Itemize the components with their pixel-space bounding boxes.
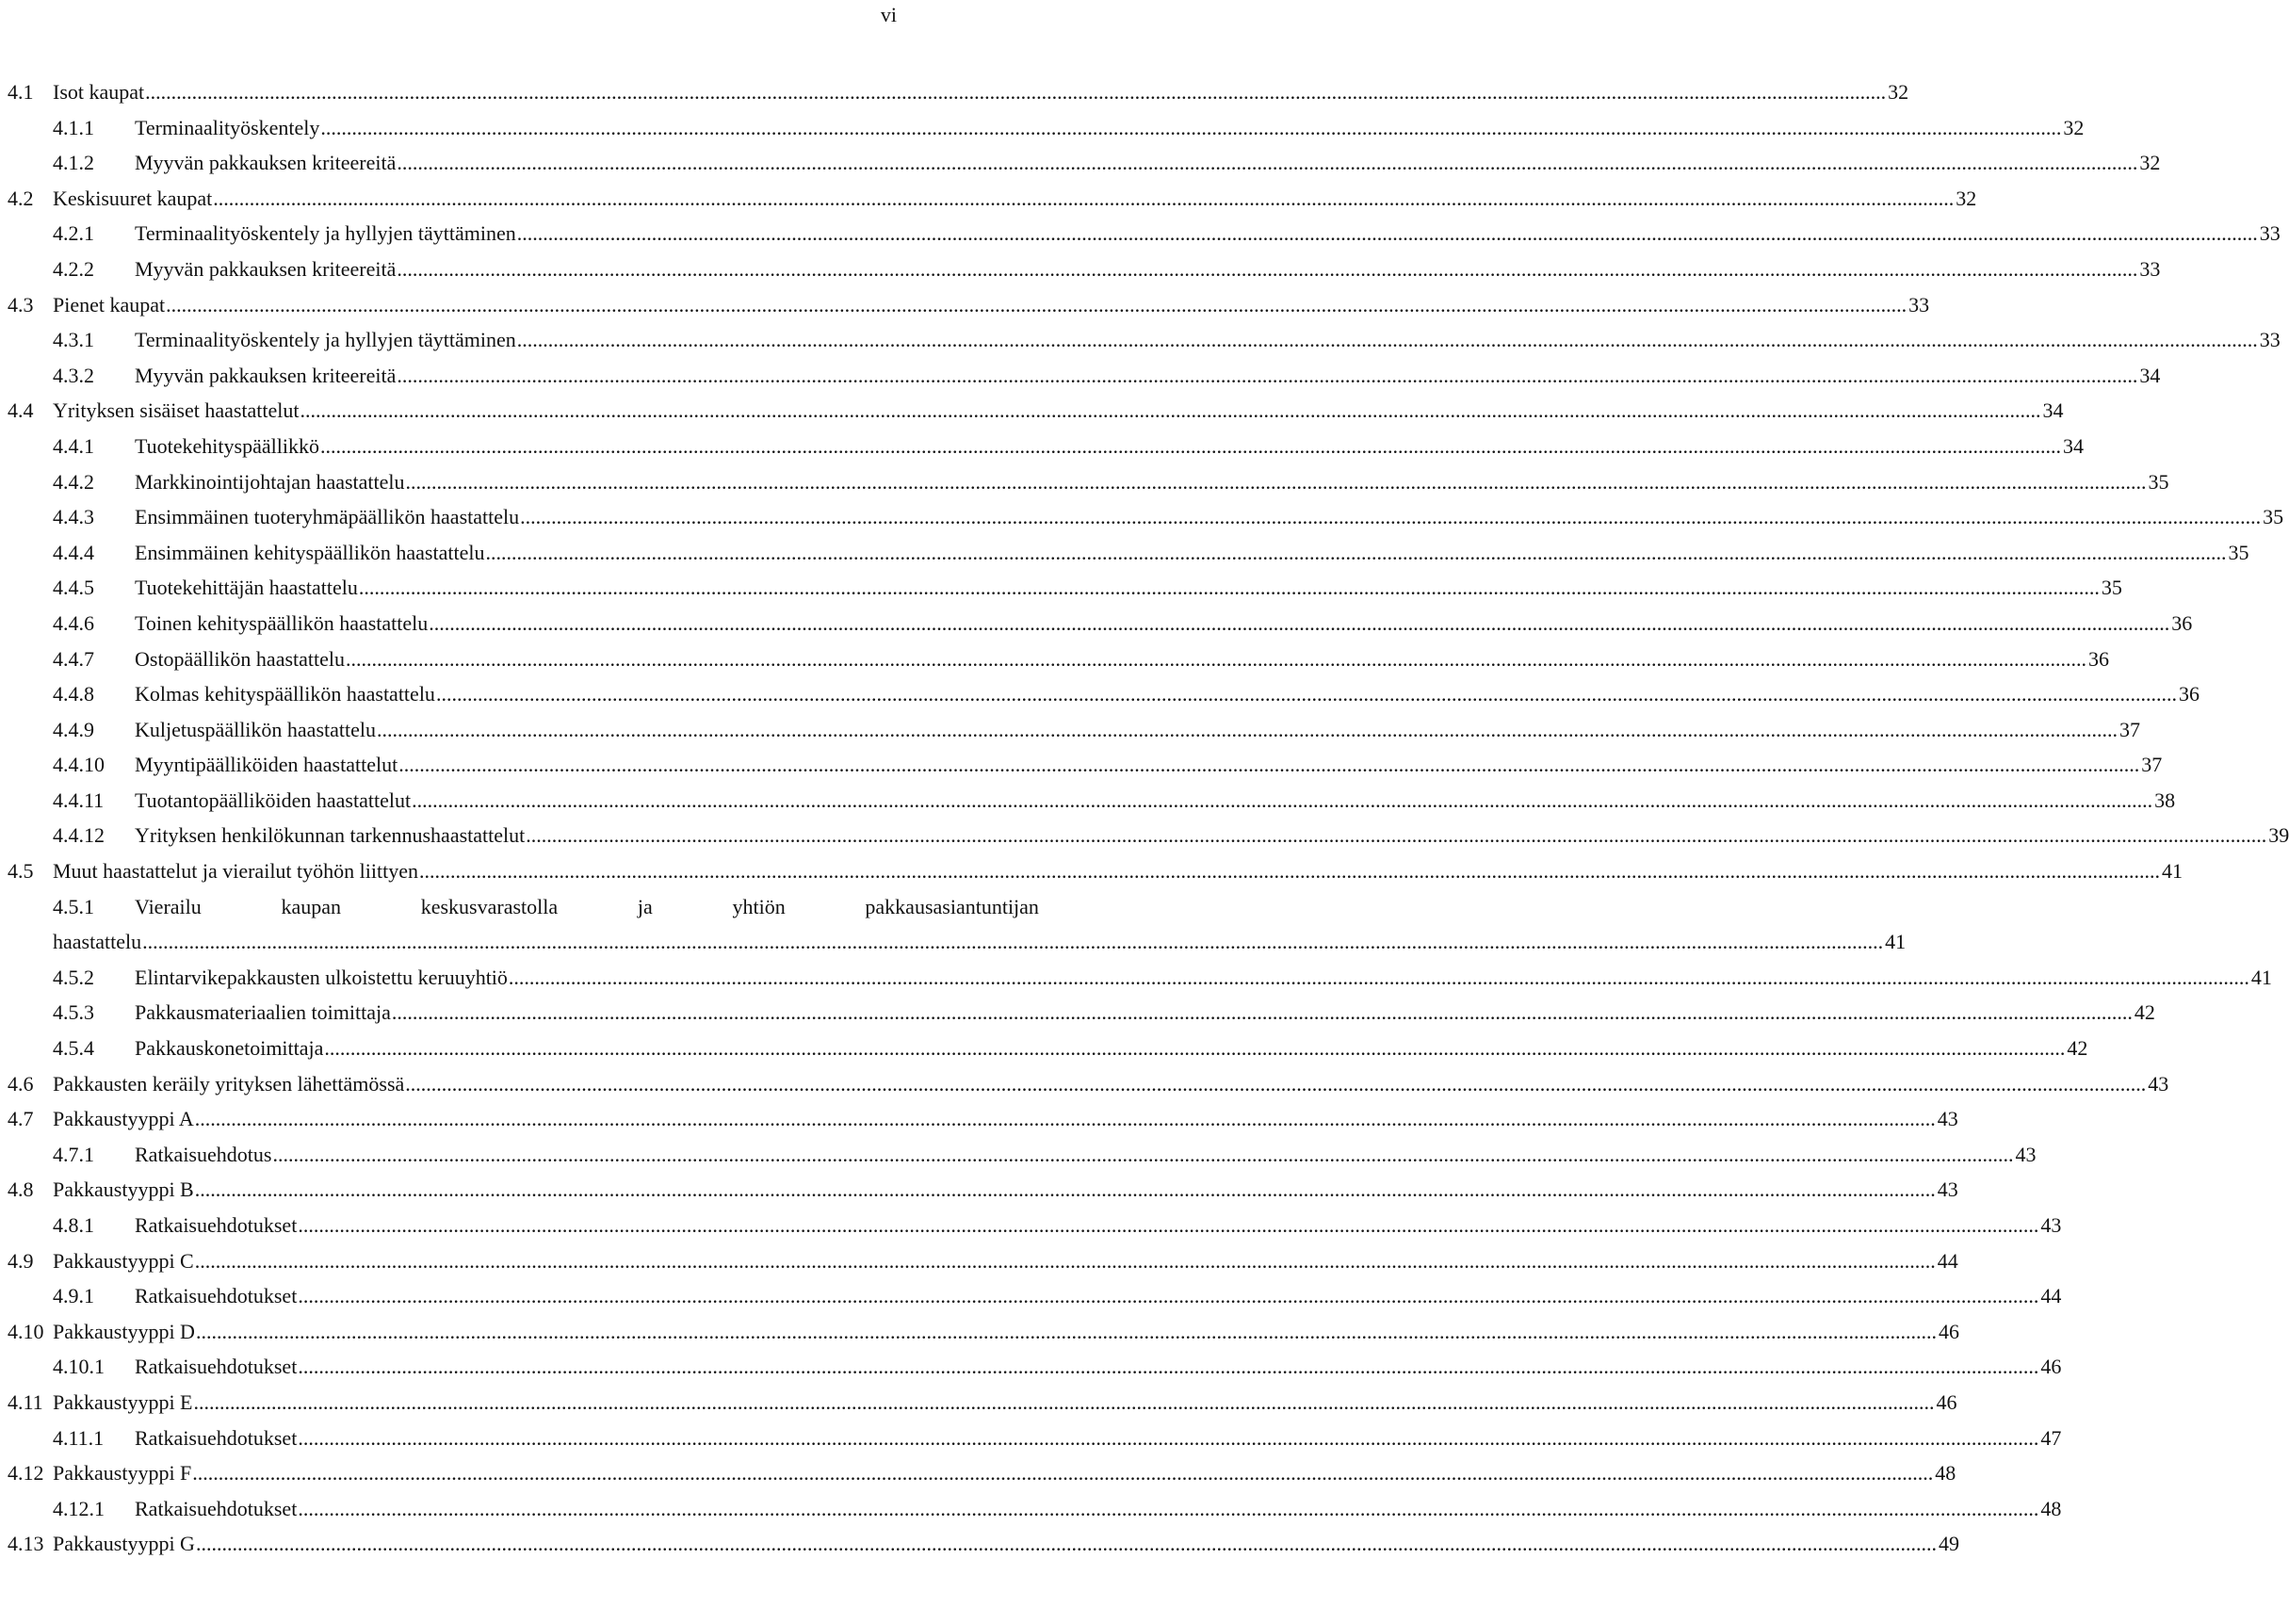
dot-leader (520, 499, 2261, 535)
toc-entry-number: 4.4.1 (53, 433, 94, 458)
toc-entry-title: Elintarvikepakkausten ulkoistettu keruuyhtiö (135, 965, 508, 989)
toc-entry-page: 42 (2134, 1000, 2155, 1025)
toc-entry-page: 32 (2139, 151, 2161, 175)
toc-entry-number: 4.3.1 (53, 328, 94, 352)
toc-entry-title: Terminaalityöskentely (135, 115, 320, 139)
dot-leader (300, 393, 2041, 429)
dot-leader (195, 1172, 1936, 1208)
toc-entry-number: 4.4.5 (53, 576, 94, 600)
toc-entry[interactable] (0, 1031, 2088, 1066)
dot-leader (485, 535, 2226, 571)
dot-leader (412, 783, 2152, 819)
toc-entry-number: 4.5.2 (53, 965, 94, 989)
dot-leader (509, 960, 2249, 996)
toc-entry[interactable] (0, 429, 2084, 464)
toc-entry-page: 43 (2015, 1142, 2037, 1166)
toc-entry-number: 4.4.10 (53, 753, 105, 777)
toc-entry[interactable] (0, 464, 2169, 500)
toc-entry-number: 4.4.4 (53, 540, 94, 564)
dot-leader (346, 641, 2086, 677)
toc-entry[interactable] (0, 1101, 1958, 1137)
toc-entry-title: Markkinointijohtajan haastattelu (135, 469, 405, 494)
dot-leader (213, 181, 1954, 217)
table-of-contents (0, 74, 2289, 1562)
toc-entry-page: 43 (1937, 1177, 1958, 1202)
toc-entry-page: 49 (1938, 1532, 1959, 1556)
toc-entry-title: Ratkaisuehdotukset (135, 1425, 298, 1450)
toc-entry-number: 4.2.1 (53, 221, 94, 246)
dot-leader (298, 1349, 2038, 1385)
toc-entry-title: Pakkaustyyppi G (53, 1532, 195, 1556)
toc-entry-number: 4.4.12 (53, 823, 105, 848)
toc-entry[interactable] (0, 1137, 2037, 1173)
toc-entry-title: Pienet kaupat (53, 292, 166, 317)
dot-leader (192, 1455, 1933, 1491)
toc-entry-title: Yrityksen henkilökunnan tarkennushaastattelut (135, 823, 526, 848)
toc-entry[interactable] (0, 1421, 2062, 1456)
toc-entry-number: 4.4.2 (53, 469, 94, 494)
toc-entry-page: 33 (2259, 328, 2281, 352)
toc-entry[interactable] (0, 1172, 1958, 1208)
toc-entry-number: 4.4.9 (53, 717, 94, 741)
dot-leader (377, 712, 2118, 748)
toc-entry[interactable] (0, 1066, 2169, 1102)
toc-entry-title: Keskisuuret kaupat (53, 186, 213, 210)
toc-entry-page: 41 (2161, 859, 2183, 884)
toc-entry-page: 48 (2040, 1496, 2062, 1520)
toc-entry-number: 4.1 (8, 80, 34, 104)
toc-entry[interactable] (0, 1526, 1959, 1562)
toc-entry-number: 4.1.2 (53, 151, 94, 175)
toc-entry-title: Ratkaisuehdotukset (135, 1496, 298, 1520)
dot-leader (145, 74, 1886, 110)
toc-entry-title: Ensimmäinen kehityspäällikön haastattelu (135, 540, 485, 564)
toc-entry-title: Tuotekehittäjän haastattelu (135, 576, 358, 600)
toc-entry[interactable] (0, 1385, 1957, 1421)
toc-entry[interactable] (0, 145, 2161, 181)
toc-entry-title: Ostopäällikön haastattelu (135, 646, 345, 671)
toc-entry-title: Pakkausmateriaalien toimittaja (135, 1000, 391, 1025)
toc-entry-page: 39 (2268, 823, 2289, 848)
dot-leader (320, 110, 2061, 146)
toc-entry-number: 4.5 (8, 859, 34, 884)
toc-entry[interactable] (0, 853, 2183, 889)
toc-entry-continuation[interactable] (0, 924, 1907, 960)
toc-entry-number: 4.2.2 (53, 256, 94, 281)
toc-entry[interactable] (0, 1491, 2062, 1527)
dot-leader (272, 1137, 2013, 1173)
dot-leader (398, 747, 2139, 783)
toc-entry-page: 33 (2259, 221, 2281, 246)
toc-entry-title: haastattelu (53, 930, 142, 954)
toc-entry[interactable] (0, 1278, 2062, 1314)
toc-entry[interactable] (0, 1243, 1958, 1279)
dot-leader (517, 322, 2258, 358)
toc-entry-page: 37 (2119, 717, 2140, 741)
toc-entry-number: 4.12 (8, 1461, 44, 1486)
toc-entry-page: 34 (2042, 398, 2064, 423)
toc-entry-number: 4.9.1 (53, 1284, 94, 1308)
toc-entry-page: 47 (2040, 1425, 2062, 1450)
toc-entry-title: Kuljetuspäällikön haastattelu (135, 717, 376, 741)
toc-entry-title: Pakkaustyyppi F (53, 1461, 192, 1486)
toc-entry-number: 4.4.8 (53, 682, 94, 706)
dot-leader (406, 464, 2147, 500)
toc-entry-title: Myyvän pakkauksen kriteereitä (135, 151, 397, 175)
toc-entry-page: 35 (2228, 540, 2249, 564)
toc-entry-page: 34 (2139, 363, 2161, 387)
toc-entry-number: 4.5.4 (53, 1036, 94, 1061)
toc-entry-number: 4.4.3 (53, 505, 94, 529)
dot-leader (397, 252, 2137, 287)
toc-entry-title: Isot kaupat (53, 80, 145, 104)
toc-entry-number: 4.4 (8, 398, 34, 423)
toc-entry-page: 46 (1938, 1319, 1959, 1343)
toc-entry[interactable] (0, 641, 2109, 677)
toc-entry-title: Myyvän pakkauksen kriteereitä (135, 363, 397, 387)
toc-entry[interactable] (0, 393, 2064, 429)
dot-leader (320, 429, 2061, 464)
dot-leader (526, 818, 2266, 853)
dot-leader (419, 853, 2160, 889)
toc-entry-title: Pakkaustyyppi E (53, 1389, 193, 1414)
toc-entry-number: 4.4.11 (53, 788, 105, 812)
toc-entry-title-word: kaupan (281, 894, 342, 918)
toc-entry-number: 4.3 (8, 292, 34, 317)
dot-leader (298, 1278, 2038, 1314)
toc-entry-title: Myyntipäälliköiden haastattelut (135, 753, 398, 777)
toc-entry-number: 4.10 (8, 1319, 44, 1343)
dot-leader (397, 358, 2137, 394)
toc-entry-title: Pakkausten keräily yrityksen lähettämössä (53, 1071, 405, 1096)
dot-leader (196, 1526, 1937, 1562)
toc-entry-number: 4.6 (8, 1071, 34, 1096)
toc-entry-title: Terminaalityöskentely ja hyllyjen täyttäminen (135, 328, 516, 352)
toc-entry[interactable] (0, 287, 1930, 323)
toc-entry-number: 4.11.1 (53, 1425, 105, 1450)
toc-entry-page: 36 (2088, 646, 2109, 671)
toc-entry[interactable] (0, 1314, 1959, 1350)
toc-entry-title: Pakkaustyyppi D (53, 1319, 195, 1343)
toc-entry-title: Ensimmäinen tuoteryhmäpäällikön haastattelu (135, 505, 520, 529)
dot-leader (392, 995, 2133, 1031)
dot-leader (405, 1066, 2146, 1102)
toc-entry-page: 43 (1937, 1107, 1958, 1131)
dot-leader (166, 287, 1907, 323)
dot-leader (436, 676, 2177, 712)
toc-entry-title: Pakkaustyyppi A (53, 1107, 194, 1131)
toc-entry[interactable] (0, 1349, 2062, 1385)
dot-leader (195, 1101, 1936, 1137)
toc-entry[interactable] (0, 783, 2176, 819)
toc-entry-page: 32 (1888, 80, 1909, 104)
toc-entry-title: Yrityksen sisäiset haastattelut (53, 398, 300, 423)
toc-entry-page: 35 (2148, 469, 2169, 494)
toc-entry-number: 4.2 (8, 186, 34, 210)
toc-entry-title-word: keskusvarastolla (420, 894, 559, 918)
toc-entry[interactable] (0, 606, 2193, 641)
dot-leader (298, 1491, 2038, 1527)
toc-entry[interactable] (0, 1208, 2062, 1243)
toc-entry[interactable] (0, 74, 1909, 110)
toc-entry[interactable] (0, 570, 2122, 606)
toc-entry[interactable] (0, 322, 2281, 358)
toc-entry-title: Tuotantopäälliköiden haastattelut (135, 788, 412, 812)
toc-entry-page: 38 (2154, 788, 2176, 812)
dot-leader (359, 570, 2100, 606)
toc-entry[interactable] (0, 252, 2161, 287)
toc-entry[interactable] (0, 358, 2161, 394)
toc-entry-page: 34 (2062, 433, 2084, 458)
toc-entry-number: 4.5.1 (53, 894, 94, 918)
toc-entry-number: 4.5.3 (53, 1000, 94, 1025)
toc-entry-number: 4.13 (8, 1532, 44, 1556)
toc-entry-number: 4.10.1 (53, 1355, 105, 1379)
toc-entry[interactable] (0, 960, 2272, 996)
toc-entry[interactable] (0, 181, 1977, 217)
toc-entry-title: Muut haastattelut ja vierailut työhön liittyen (53, 859, 418, 884)
page-number: vi (880, 3, 897, 26)
toc-entry-title: Pakkauskonetoimittaja (135, 1036, 324, 1061)
toc-entry-title: Pakkaustyyppi B (53, 1177, 194, 1202)
toc-entry[interactable] (0, 995, 2155, 1031)
toc-entry-page: 43 (2040, 1213, 2062, 1237)
toc-entry-title: Pakkaustyyppi C (53, 1248, 194, 1273)
toc-entry[interactable] (0, 110, 2085, 146)
toc-entry-title: Myyvän pakkauksen kriteereitä (135, 256, 397, 281)
toc-entry-title (135, 889, 1039, 925)
toc-entry-title: Toinen kehityspäällikön haastattelu (135, 610, 429, 635)
toc-entry-page: 36 (2171, 610, 2193, 635)
toc-entry-page: 48 (1935, 1461, 1956, 1486)
toc-entry-page: 46 (2040, 1355, 2062, 1379)
toc-entry-page: 35 (2263, 505, 2284, 529)
toc-entry-page: 41 (1885, 930, 1907, 954)
toc-entry-page: 33 (1908, 292, 1930, 317)
toc-entry-title-word: yhtiön (732, 894, 786, 918)
toc-entry-title: Ratkaisuehdotukset (135, 1355, 298, 1379)
toc-entry-page: 32 (2063, 115, 2085, 139)
dot-leader (397, 145, 2137, 181)
toc-entry-title: Ratkaisuehdotukset (135, 1284, 298, 1308)
dot-leader (298, 1421, 2038, 1456)
dot-leader (196, 1314, 1937, 1350)
toc-entry-number: 4.9 (8, 1248, 34, 1273)
toc-entry-title: Ratkaisuehdotus (135, 1142, 272, 1166)
toc-entry-title-word: ja (637, 894, 653, 918)
toc-entry-number: 4.7.1 (53, 1142, 94, 1166)
toc-entry-number: 4.8 (8, 1177, 34, 1202)
toc-entry-page: 46 (1936, 1389, 1957, 1414)
toc-entry[interactable] (0, 712, 2140, 748)
toc-entry-page: 44 (2040, 1284, 2062, 1308)
toc-entry-number: 4.8.1 (53, 1213, 94, 1237)
toc-entry-page: 35 (2101, 576, 2122, 600)
toc-entry-title-word: pakkausasiantuntijan (865, 894, 1039, 918)
toc-entry-page: 42 (2067, 1036, 2088, 1061)
toc-entry-number: 4.11 (8, 1389, 43, 1414)
dot-leader (195, 1243, 1936, 1279)
toc-entry-page: 41 (2250, 965, 2272, 989)
toc-entry-number: 4.12.1 (53, 1496, 105, 1520)
toc-entry-number: 4.1.1 (53, 115, 94, 139)
dot-leader (517, 216, 2258, 252)
toc-entry[interactable] (0, 499, 2284, 535)
toc-entry-title: Kolmas kehityspäällikön haastattelu (135, 682, 435, 706)
toc-entry-page: 37 (2141, 753, 2163, 777)
toc-entry-page: 33 (2139, 256, 2161, 281)
toc-entry-title: Ratkaisuehdotukset (135, 1213, 298, 1237)
toc-entry[interactable] (0, 1455, 1956, 1491)
toc-entry[interactable] (0, 818, 2289, 853)
dot-leader (194, 1385, 1935, 1421)
toc-entry-number: 4.3.2 (53, 363, 94, 387)
toc-entry[interactable] (0, 676, 2200, 712)
dot-leader (142, 924, 1883, 960)
toc-entry-page: 44 (1937, 1248, 1958, 1273)
toc-entry-page: 32 (1956, 186, 1977, 210)
toc-entry-number: 4.7 (8, 1107, 34, 1131)
toc-entry-title: Terminaalityöskentely ja hyllyjen täyttäminen (135, 221, 516, 246)
toc-entry-page: 43 (2148, 1071, 2169, 1096)
dot-leader (324, 1031, 2065, 1066)
toc-entry[interactable] (0, 535, 2249, 571)
dot-leader (298, 1208, 2038, 1243)
toc-entry-title: Tuotekehityspäällikkö (135, 433, 319, 458)
toc-entry[interactable] (0, 216, 2281, 252)
toc-entry-number: 4.4.6 (53, 610, 94, 635)
dot-leader (429, 606, 2169, 641)
toc-entry-title-word: Vierailu (135, 894, 202, 918)
toc-entry[interactable] (0, 747, 2163, 783)
toc-entry-number: 4.4.7 (53, 646, 94, 671)
toc-entry-page: 36 (2178, 682, 2200, 706)
toc-entry[interactable] (0, 889, 1039, 925)
